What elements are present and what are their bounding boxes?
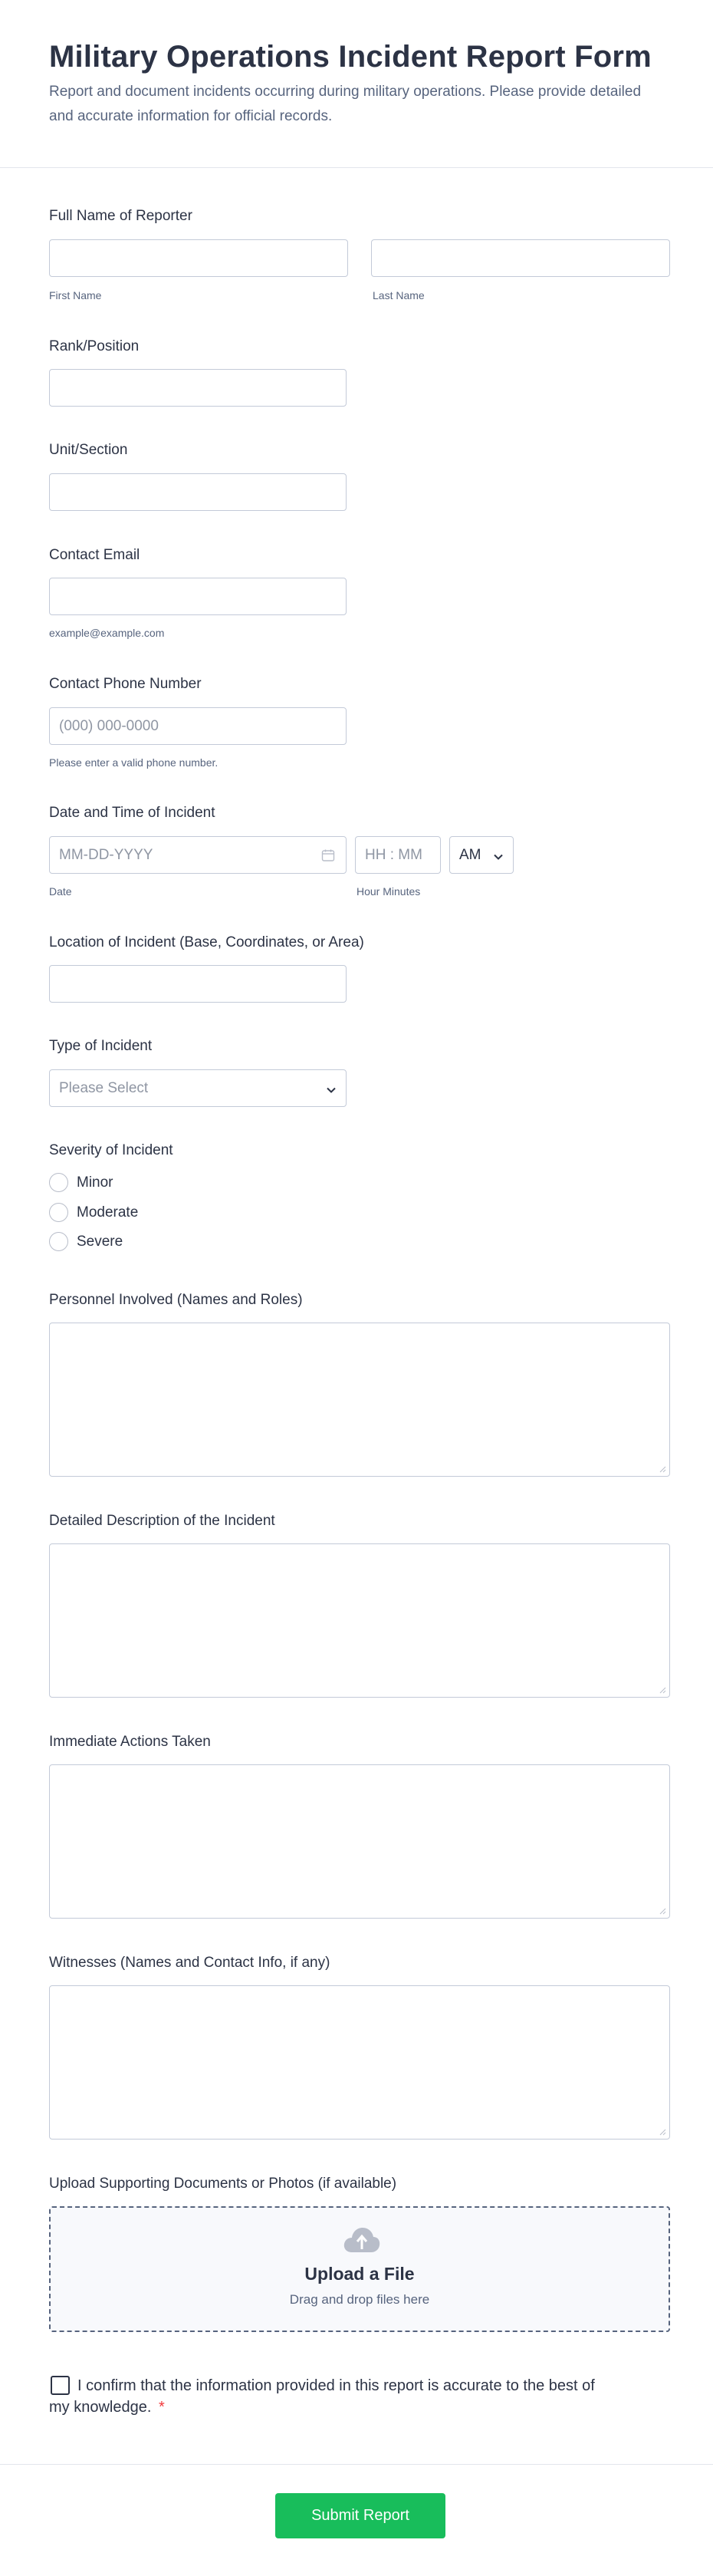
upload-title: Upload a File — [304, 2264, 415, 2284]
date-input[interactable] — [49, 836, 347, 874]
resize-grip-icon[interactable] — [659, 1907, 666, 1915]
severity-option-minor[interactable] — [49, 1173, 113, 1192]
reporter-name-label: Full Name of Reporter — [49, 208, 192, 224]
phone-placeholder: (000) 000-0000 — [59, 717, 159, 734]
unit-input[interactable] — [49, 473, 347, 511]
radio-label: Minor — [77, 1174, 113, 1191]
radio-button[interactable] — [49, 1173, 68, 1192]
location-label: Location of Incident (Base, Coordinates, or Area) — [49, 934, 364, 950]
datetime-label: Date and Time of Incident — [49, 805, 215, 821]
resize-grip-icon[interactable] — [659, 1465, 666, 1473]
calendar-icon[interactable] — [321, 848, 335, 862]
radio-label: Moderate — [77, 1204, 139, 1220]
phone-sublabel: Please enter a valid phone number. — [49, 756, 219, 769]
time-input[interactable] — [355, 836, 441, 874]
confirm-text: I confirm that the information provided in this report is accurate to the best of my knowledge. — [49, 2377, 595, 2416]
ampm-value: AM — [459, 846, 481, 863]
rank-label: Rank/Position — [49, 338, 140, 354]
cloud-upload-icon — [343, 2226, 381, 2254]
severity-option-severe[interactable] — [49, 1232, 123, 1251]
first-name-input[interactable] — [49, 239, 348, 277]
unit-label: Unit/Section — [49, 442, 128, 458]
form-header — [0, 0, 713, 168]
severity-label: Severity of Incident — [49, 1142, 173, 1158]
radio-button[interactable] — [49, 1203, 68, 1222]
personnel-label: Personnel Involved (Names and Roles) — [49, 1292, 303, 1308]
first-name-sublabel: First Name — [49, 289, 102, 301]
email-input[interactable] — [49, 578, 347, 615]
witnesses-textarea[interactable] — [49, 1985, 670, 2140]
type-label: Type of Incident — [49, 1038, 153, 1054]
incident-type-select[interactable] — [49, 1069, 347, 1107]
last-name-input[interactable] — [371, 239, 670, 277]
file-upload-dropzone[interactable] — [49, 2206, 670, 2332]
resize-grip-icon[interactable] — [659, 1686, 666, 1694]
date-placeholder: MM-DD-YYYY — [59, 846, 153, 863]
upload-subtitle: Drag and drop files here — [289, 2292, 430, 2307]
chevron-down-icon — [326, 1083, 337, 1100]
confirm-label — [49, 2375, 601, 2418]
submit-button[interactable]: Submit Report — [275, 2493, 445, 2538]
personnel-textarea[interactable] — [49, 1323, 670, 1477]
rank-input[interactable] — [49, 369, 347, 407]
actions-label: Immediate Actions Taken — [49, 1734, 211, 1750]
form-subtitle: Report and document incidents occurring during military operations. Please provide detailed and accurate information for official records. — [49, 84, 642, 124]
chevron-down-icon — [493, 850, 504, 867]
date-sublabel: Date — [49, 885, 72, 898]
radio-label: Severe — [77, 1233, 123, 1250]
time-placeholder: HH : MM — [365, 846, 422, 863]
phone-input[interactable] — [49, 707, 347, 745]
actions-textarea[interactable] — [49, 1764, 670, 1919]
upload-label: Upload Supporting Documents or Photos (if available) — [49, 2176, 397, 2192]
form-title: Military Operations Incident Report Form — [49, 40, 652, 74]
email-label: Contact Email — [49, 547, 140, 563]
footer-divider — [0, 2464, 713, 2465]
location-input[interactable] — [49, 965, 347, 1003]
witnesses-label: Witnesses (Names and Contact Info, if any) — [49, 1955, 330, 1971]
last-name-sublabel: Last Name — [373, 289, 425, 301]
type-placeholder: Please Select — [59, 1079, 149, 1096]
time-sublabel: Hour Minutes — [356, 885, 421, 898]
description-textarea[interactable] — [49, 1543, 670, 1698]
phone-label: Contact Phone Number — [49, 676, 202, 692]
severity-option-moderate[interactable] — [49, 1203, 138, 1222]
resize-grip-icon[interactable] — [659, 2128, 666, 2136]
radio-button[interactable] — [49, 1232, 68, 1251]
description-label: Detailed Description of the Incident — [49, 1513, 275, 1529]
email-sublabel: example@example.com — [49, 627, 165, 639]
ampm-select[interactable] — [449, 836, 514, 874]
required-mark: * — [158, 2399, 165, 2416]
